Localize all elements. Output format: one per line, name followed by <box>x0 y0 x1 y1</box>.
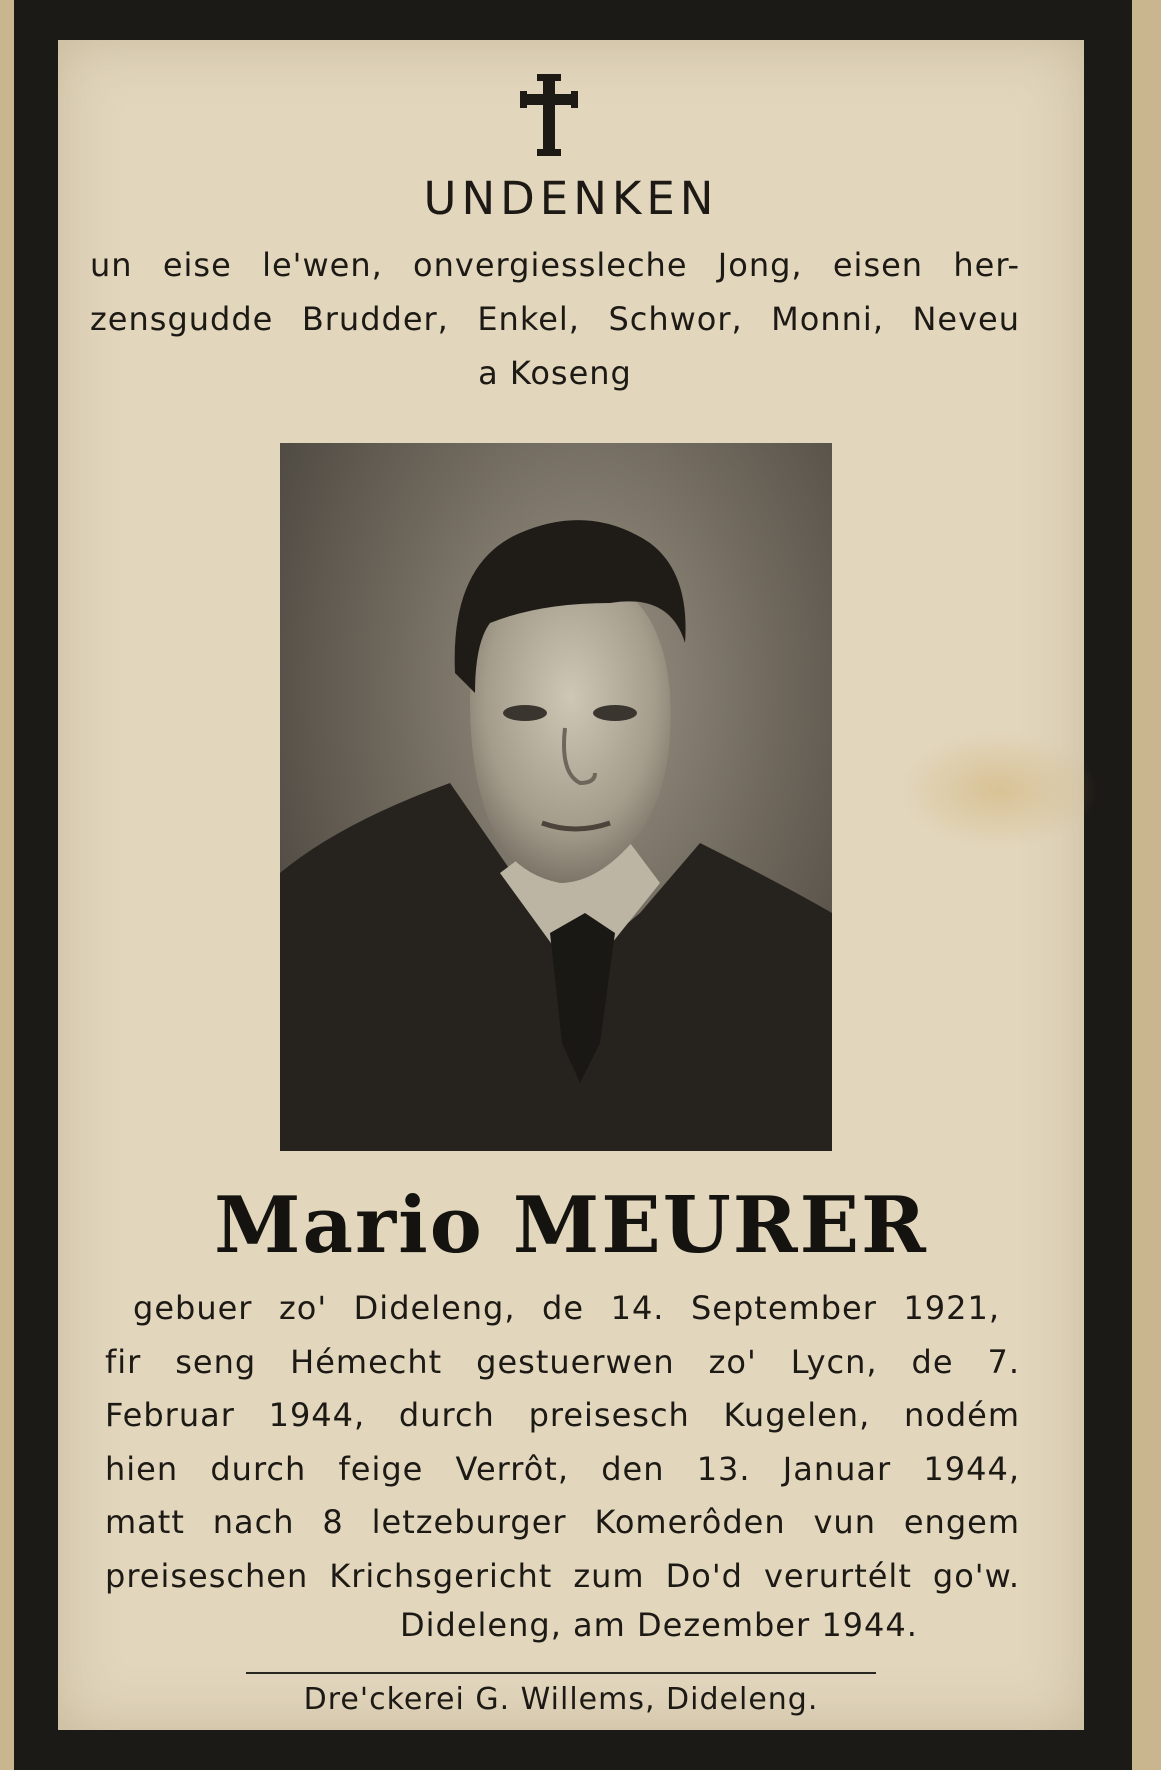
memorial-line: hien durch feige Verrôt, den 13. Januar 1944, <box>105 1449 1020 1488</box>
intro-line: un eise le'wen, onvergiessleche Jong, eisen her- <box>90 246 1020 284</box>
memorial-line: matt nach 8 letzeburger Komerôden vun engem <box>105 1503 1020 1541</box>
divider <box>246 1672 876 1674</box>
memorial-text <box>105 1282 1020 1603</box>
deceased-name: Mario MEURER <box>214 1180 928 1271</box>
intro-text <box>90 238 1020 400</box>
memorial-line: fir seng Hémecht gestuerwen zo' Lycn, de 7. <box>105 1342 1020 1381</box>
memorial-line: Februar 1944, durch preisesch Kugelen, nodém <box>105 1396 1020 1434</box>
memorial-line: preiseschen Krichsgericht zum Do'd verurtélt go'w. <box>105 1556 1020 1595</box>
portrait-photo <box>280 443 832 1151</box>
cross-icon <box>518 74 580 156</box>
place-and-date: Dideleng, am Dezember 1944. <box>400 1606 918 1644</box>
intro-line: a Koseng <box>478 354 632 392</box>
memorial-line: gebuer zo' Dideleng, de 14. September 1921, <box>133 1289 1000 1327</box>
portrait-illustration <box>280 443 832 1151</box>
card-heading: UNDENKEN <box>423 172 719 225</box>
intro-line: zensgudde Brudder, Enkel, Schwor, Monni, Neveu <box>90 300 1020 338</box>
paper-stain <box>898 730 1098 850</box>
printer-credit: Dre'ckerei G. Willems, Dideleng. <box>303 1682 819 1717</box>
